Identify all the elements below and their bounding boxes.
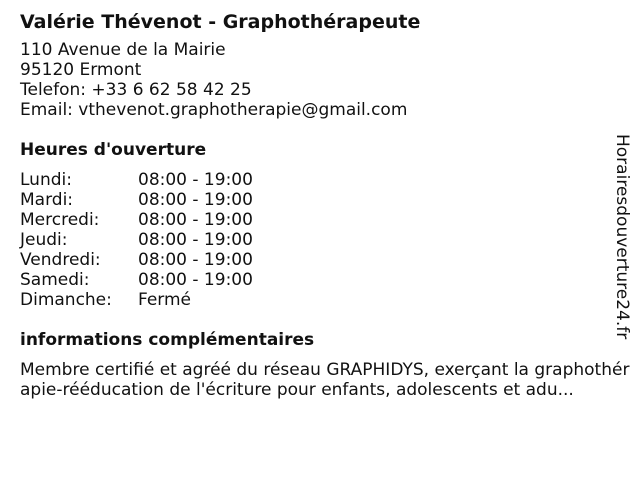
hours-day: Dimanche:	[20, 290, 112, 310]
hours-time: 08:00 - 19:00	[138, 250, 253, 270]
additional-info-text: Membre certifié et agréé du réseau GRAPHIDYS, exerçant la graphothérapie-rééducation de l'écriture pour enfants, adolescents et adu...	[20, 360, 630, 400]
hours-time: Fermé	[138, 290, 192, 310]
hours-day: Samedi:	[20, 270, 90, 290]
hours-row-sunday	[20, 290, 620, 310]
hours-row-thursday	[20, 230, 620, 250]
business-name: Valérie Thévenot - Graphothérapeute	[20, 11, 421, 33]
address-line-2: 95120 Ermont	[20, 60, 142, 80]
site-watermark: Horairesdouverture24.fr	[612, 134, 632, 340]
hours-day: Jeudi:	[20, 230, 68, 250]
hours-time: 08:00 - 19:00	[138, 170, 253, 190]
hours-time: 08:00 - 19:00	[138, 270, 253, 290]
email-address: Email: vthevenot.graphotherapie@gmail.com	[20, 100, 408, 120]
hours-row-tuesday	[20, 190, 620, 210]
opening-hours-list	[20, 170, 620, 310]
hours-row-friday	[20, 250, 620, 270]
hours-day: Mardi:	[20, 190, 74, 210]
hours-row-saturday	[20, 270, 620, 290]
hours-time: 08:00 - 19:00	[138, 230, 253, 250]
hours-time: 08:00 - 19:00	[138, 190, 253, 210]
hours-day: Mercredi:	[20, 210, 100, 230]
phone-number: Telefon: +33 6 62 58 42 25	[20, 80, 252, 100]
hours-row-wednesday	[20, 210, 620, 230]
address-line-1: 110 Avenue de la Mairie	[20, 40, 226, 60]
hours-time: 08:00 - 19:00	[138, 210, 253, 230]
hours-row-monday	[20, 170, 620, 190]
hours-day: Lundi:	[20, 170, 72, 190]
hours-day: Vendredi:	[20, 250, 101, 270]
opening-hours-title: Heures d'ouverture	[20, 140, 207, 160]
additional-info-title: informations complémentaires	[20, 330, 315, 350]
